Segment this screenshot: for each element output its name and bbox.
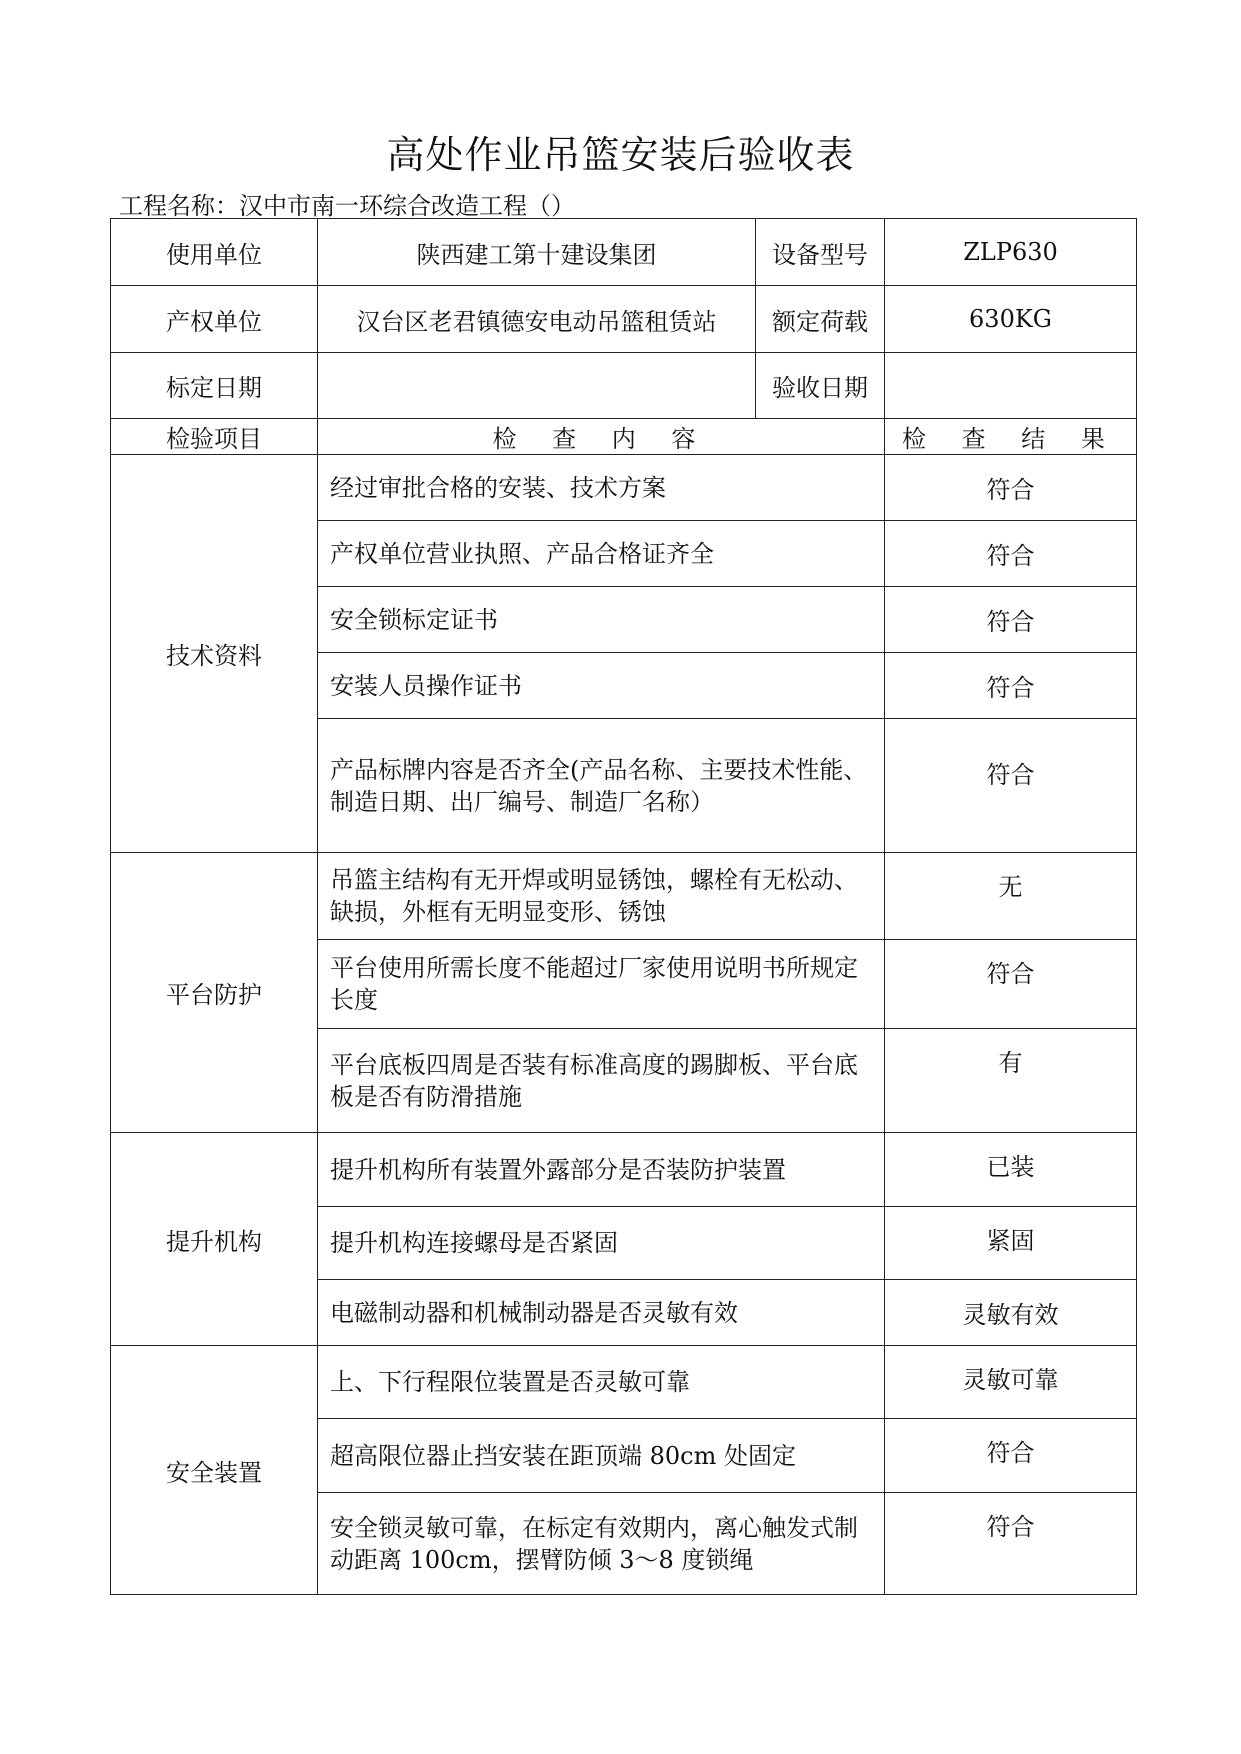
info-row-user xyxy=(111,219,1137,286)
check-content: 提升机构所有装置外露部分是否装防护装置 xyxy=(318,1133,885,1207)
section-name-safety: 安全装置 xyxy=(111,1346,318,1595)
check-result: 有 xyxy=(885,1029,1137,1133)
accept-date-label: 验收日期 xyxy=(756,353,885,419)
check-content: 安装人员操作证书 xyxy=(318,653,885,719)
check-content: 安全锁标定证书 xyxy=(318,587,885,653)
check-result: 无 xyxy=(885,853,1137,940)
check-content: 吊篮主结构有无开焊或明显锈蚀，螺栓有无松动、缺损，外框有无明显变形、锈蚀 xyxy=(318,853,885,940)
header-item: 检验项目 xyxy=(111,419,318,455)
calib-date-label: 标定日期 xyxy=(111,353,318,419)
check-content: 产品标牌内容是否齐全(产品名称、主要技术性能、制造日期、出厂编号、制造厂名称） xyxy=(318,719,885,853)
section-name-hoist: 提升机构 xyxy=(111,1133,318,1346)
header-content: 检 查 内 容 xyxy=(318,419,885,455)
info-row-owner xyxy=(111,286,1137,353)
check-result: 已装 xyxy=(885,1133,1137,1207)
owner-label: 产权单位 xyxy=(111,286,318,353)
check-result: 符合 xyxy=(885,455,1137,521)
table-row xyxy=(111,853,1137,940)
section-name-platform: 平台防护 xyxy=(111,853,318,1133)
header-row xyxy=(111,419,1137,455)
check-content: 安全锁灵敏可靠，在标定有效期内，离心触发式制动距离 100cm，摆臂防倾 3～8 度锁绳 xyxy=(318,1493,885,1595)
table-row xyxy=(111,455,1137,521)
check-content: 平台使用所需长度不能超过厂家使用说明书所规定长度 xyxy=(318,940,885,1029)
check-content: 经过审批合格的安装、技术方案 xyxy=(318,455,885,521)
accept-date-value xyxy=(885,353,1137,419)
load-value: 630KG xyxy=(885,286,1137,353)
check-result: 符合 xyxy=(885,719,1137,853)
check-result: 紧固 xyxy=(885,1207,1137,1280)
check-content: 提升机构连接螺母是否紧固 xyxy=(318,1207,885,1280)
check-content: 产权单位营业执照、产品合格证齐全 xyxy=(318,521,885,587)
check-result: 符合 xyxy=(885,1493,1137,1595)
load-label: 额定荷载 xyxy=(756,286,885,353)
model-label: 设备型号 xyxy=(756,219,885,286)
calib-date-value xyxy=(318,353,756,419)
check-result: 符合 xyxy=(885,653,1137,719)
table-row xyxy=(111,1346,1137,1419)
check-content: 平台底板四周是否装有标准高度的踢脚板、平台底板是否有防滑措施 xyxy=(318,1029,885,1133)
check-content: 电磁制动器和机械制动器是否灵敏有效 xyxy=(318,1280,885,1346)
check-result: 符合 xyxy=(885,1419,1137,1493)
user-unit-label: 使用单位 xyxy=(111,219,318,286)
page-title: 高处作业吊篮安装后验收表 xyxy=(386,133,855,177)
check-result: 符合 xyxy=(885,521,1137,587)
owner-value: 汉台区老君镇德安电动吊篮租赁站 xyxy=(318,286,756,353)
check-result: 灵敏可靠 xyxy=(885,1346,1137,1419)
model-value: ZLP630 xyxy=(885,219,1137,286)
acceptance-table xyxy=(110,218,1137,1595)
info-row-dates xyxy=(111,353,1137,419)
user-unit-value: 陕西建工第十建设集团 xyxy=(318,219,756,286)
check-result: 符合 xyxy=(885,587,1137,653)
table-row xyxy=(111,1133,1137,1207)
check-result: 灵敏有效 xyxy=(885,1280,1137,1346)
check-content: 超高限位器止挡安装在距顶端 80cm 处固定 xyxy=(318,1419,885,1493)
project-name: 工程名称：汉中市南一环综合改造工程（） xyxy=(119,192,575,220)
check-content: 上、下行程限位装置是否灵敏可靠 xyxy=(318,1346,885,1419)
section-name-tech-docs: 技术资料 xyxy=(111,455,318,853)
check-result: 符合 xyxy=(885,940,1137,1029)
header-result: 检 查 结 果 xyxy=(885,419,1137,455)
